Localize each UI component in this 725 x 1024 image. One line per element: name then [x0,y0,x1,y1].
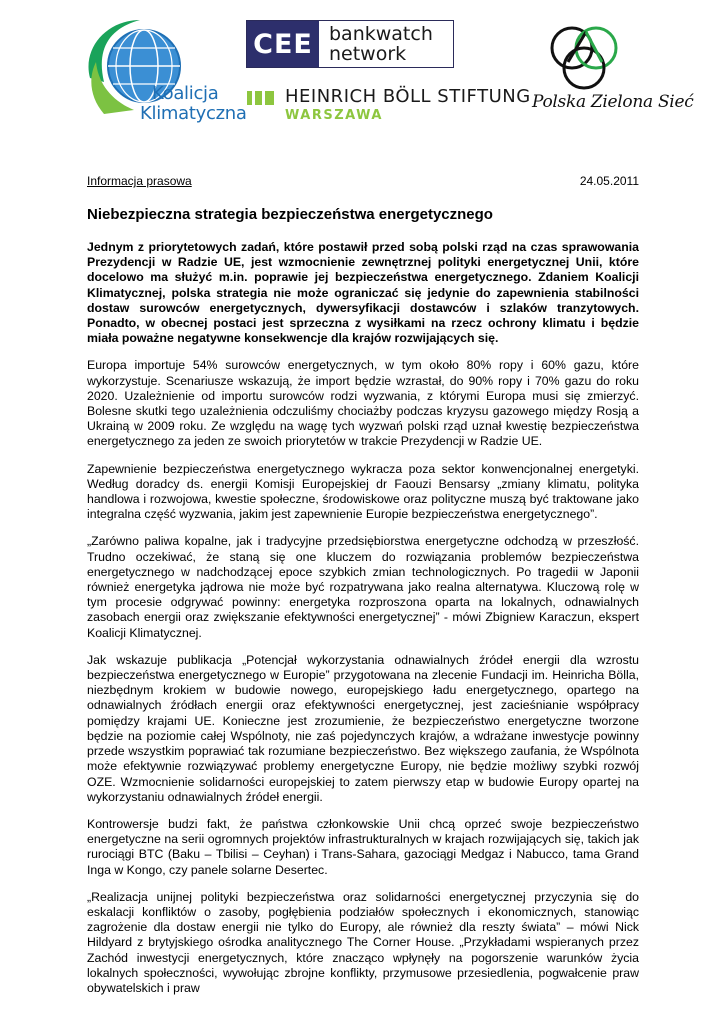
body-paragraph: Kontrowersje budzi fakt, że państwa członkowskie Unii chcą oprzeć swoje bezpieczeństwo energetyczne na serii ogromnych projektów infrastrukturalnych w krajach rozwijających się, takich jak rurociągi BTC (Baku – Tbilisi – Ceyhan) i Trans-Sahara, gazociągi Medgaz i Nabucco, tama Grand Inga w Kongo, czy panele solarne Desertec. [87,816,639,877]
press-release-label: Informacja prasowa [87,174,192,188]
cee-bankwatch-logo [246,20,454,68]
page-title: Niebezpieczna strategia bezpieczeństwa energetycznego [87,206,493,223]
body-paragraph: Zapewnienie bezpieczeństwa energetycznego wykracza poza sektor konwencjonalnej energetyki. Według doradcy ds. energii Komisji Europejskiej dr Faouzi Bensarsy „zmiany klimatu, polityka handlowa i rozwojowa, kwestie społeczne, środowiskowe oraz polityczne muszą być traktowane jako integralna część wyzwania, jakim jest zapewnienie Europie bezpieczeństwa energetycznego”. [87,461,639,522]
logo-header [0,0,725,140]
koalicja-klimatyczna-logo [82,18,247,130]
press-release-date: 24.05.2011 [579,174,639,188]
boell-name: HEINRICH BÖLL STIFTUNG [285,86,531,107]
koalicja-line1: Koalicja [152,83,219,104]
article-body [87,240,639,1008]
lead-paragraph: Jednym z priorytetowych zadań, które postawił przed sobą polski rząd na czas sprawowania Prezydencji w Radzie UE, jest wzmocnienie zewnętrznej polityki energetycznej Unii, które docelowo ma służyć m.in. poprawie jej bezpieczeństwa energetycznego. Zdaniem Koalicji Klimatycznej, polska strategia nie może ograniczać się jedynie do zapewnienia stabilności dostaw surowców energetycznych, dywersyfikacji dostawców i szlaków tranzytowych. Ponadto, w obecnej postaci jest sprzeczna z wysiłkami na rzecz ochrony klimatu i będzie miała poważne negatywne konsekwencje dla krajów rozwijających się. [87,240,639,346]
body-paragraph: Europa importuje 54% surowców energetycznych, w tym około 80% ropy i 60% gazu, które wykorzystuje. Scenariusze wskazują, że import będzie wzrastał, do 90% ropy i 70% gazu do roku 2020. Uzależnienie od importu surowców rodzi wyzwania, z którymi Europa musi się zmierzyć. Bolesne skutki tego uzależnienia odczuliśmy chociażby podczas kryzysu gazowego między Rosją a Ukrainą w 2009 roku. Ze względu na wagę tych wyzwań polski rząd uznał kwestię bezpieczeństwa energetycznego za jeden ze swoich priorytetów w trakcie Prezydencji w Radzie UE. [87,358,639,449]
body-paragraph: „Zarówno paliwa kopalne, jak i tradycyjne przedsiębiorstwa energetyczne odchodzą w przeszłość. Trudno oczekiwać, że staną się one kluczem do rozwiązania problemów bezpieczeństwa energetycznego w nadchodzącej epoce szybkich zmian technologicznych. Po tragedii w Japonii również energetyka jądrowa nie może być rozpatrywana jako realna alternatywa. Kluczową rolę w tym procesie odgrywać powinny: energetyka rozproszona oparta na lokalnych, odnawialnych zasobach energii oraz zwiększanie efektywności energetycznej” - mówi Zbigniew Karaczun, ekspert Koalicji Klimatycznej. [87,534,639,640]
pzs-name: Polska Zielona Sieć [532,92,694,112]
cee-word1: bankwatch [329,23,433,45]
boell-bars-icon [247,91,274,105]
polska-zielona-siec-logo [530,22,694,122]
heinrich-boell-logo [247,86,531,126]
cee-box: CEE [247,21,319,67]
boell-city: WARSZAWA [285,108,383,123]
cee-word2: network [329,43,407,65]
body-paragraph: „Realizacja unijnej polityki bezpieczeństwa oraz solidarności energetycznej przyczynia się do eskalacji konfliktów o zasoby, pogłębienia podziałów społecznych i ekonomicznych, stanowiąc zagrożenie dla dostaw energii nie tylko do Europy, ale również dla reszty świata” – mówi Nick Hildyard z brytyjskiego ośrodka analitycznego The Corner House. „Przykładami wspieranych przez Zachód inwestycji energetycznych, które znacząco wpłynęły na pogorszenie warunków życia lokalnych społeczności, wywołując zbrojne konflikty, przymusowe przesiedlenia, pogwałcenie praw obywatelskich i praw [87,889,639,995]
koalicja-line2: Klimatyczna [140,103,247,124]
three-circles-icon [530,22,640,94]
body-paragraph: Jak wskazuje publikacja „Potencjał wykorzystania odnawialnych źródeł energii dla wzrostu bezpieczeństwa energetycznego w Europie” przygotowana na zlecenie Fundacji im. Heinricha Bölla, niezbędnym krokiem w budowie nowego, europejskiego ładu energetycznego, opartego na odnawialnych źródłach energii oraz efektywności energetycznej, jest zacieśnianie współpracy pomiędzy krajami UE. Konieczne jest zrozumienie, że bezpieczeństwo energetyczne tworzone będzie na poziomie całej Wspólnoty, nie zaś pojedynczych krajów, a wdrażane inwestycje powinny przede wszystkim poprawiać tak rozumiane bezpieczeństwo. Bez większego zaufania, że Wspólnota może efektywnie rozwiązywać problemy energetyczne Europy, nie będzie możliwy szybki rozwój OZE. Wzmocnienie solidarności europejskiej to zatem pierwszy etap w budowie Europy opartej na wykorzystaniu odnawialnych źródeł energii. [87,652,639,804]
